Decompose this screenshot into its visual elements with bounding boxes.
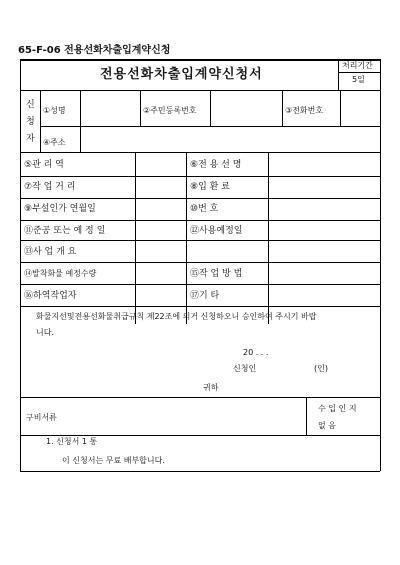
statement-date: 20 . . . (243, 348, 269, 357)
row-1-right: ⑥전 용 선 명 (190, 160, 242, 170)
row-5-left: ⑬사 업 개 요 (24, 247, 77, 257)
revenue-stamp-label: 수 입 인 지 (318, 404, 357, 413)
row-6-right: ⑮작 업 방 법 (190, 269, 243, 279)
row-2-left: ⑦작 업 거 리 (24, 182, 76, 192)
row-7-left: ⑯하역작업자 (24, 291, 77, 301)
seal-mark: (인) (314, 364, 328, 373)
phone-label: ③전화번호 (285, 106, 324, 115)
processing-period-value: 5일 (352, 75, 365, 84)
row-3-right: ⑩번 호 (190, 204, 219, 214)
resident-number-label: ②주민등록번호 (143, 106, 197, 115)
statement-line-1: 화물지선및전용선화물취급규칙 제22조에 의거 신청하오니 승인하여 주시기 바랍 (36, 312, 317, 321)
row-6-left: ⑭발착화물 예정수량 (24, 269, 97, 278)
row-1-left: ⑤관 리 역 (24, 160, 64, 170)
processing-period-label: 처리기간 (342, 61, 373, 70)
form-code: 65-F-06 전용선화차출입계약신청 (18, 45, 171, 56)
documents-label: 구비서류 (26, 413, 57, 422)
row-4-right: ⑫사용예정일 (190, 226, 243, 236)
revenue-stamp-value: 없 음 (318, 421, 336, 430)
statement-line-2: 니다. (36, 328, 54, 337)
applicant-side-label-3: 자 (26, 134, 35, 144)
document-item-1: 1. 신청서 1 통 (46, 437, 98, 446)
applicant-side-label-2: 청 (26, 117, 35, 127)
address-label: ④주소 (43, 138, 66, 147)
recipient-label: 귀하 (203, 383, 219, 392)
row-4-left: ⑪준공 또는 예 정 일 (24, 226, 106, 236)
applicant-signature-label: 신청인 (233, 364, 257, 373)
row-2-right: ⑧입 환 료 (190, 182, 230, 192)
row-7-right: ⑰기 타 (190, 291, 220, 301)
row-3-left: ⑨부설인가 연월일 (24, 204, 96, 214)
applicant-side-label-1: 신 (26, 100, 35, 110)
free-distribution-note: 이 신청서는 무료 배부합니다. (62, 456, 165, 465)
form-title: 전용선화차출입계약신청서 (100, 67, 263, 82)
name-label: ①성명 (43, 106, 66, 115)
